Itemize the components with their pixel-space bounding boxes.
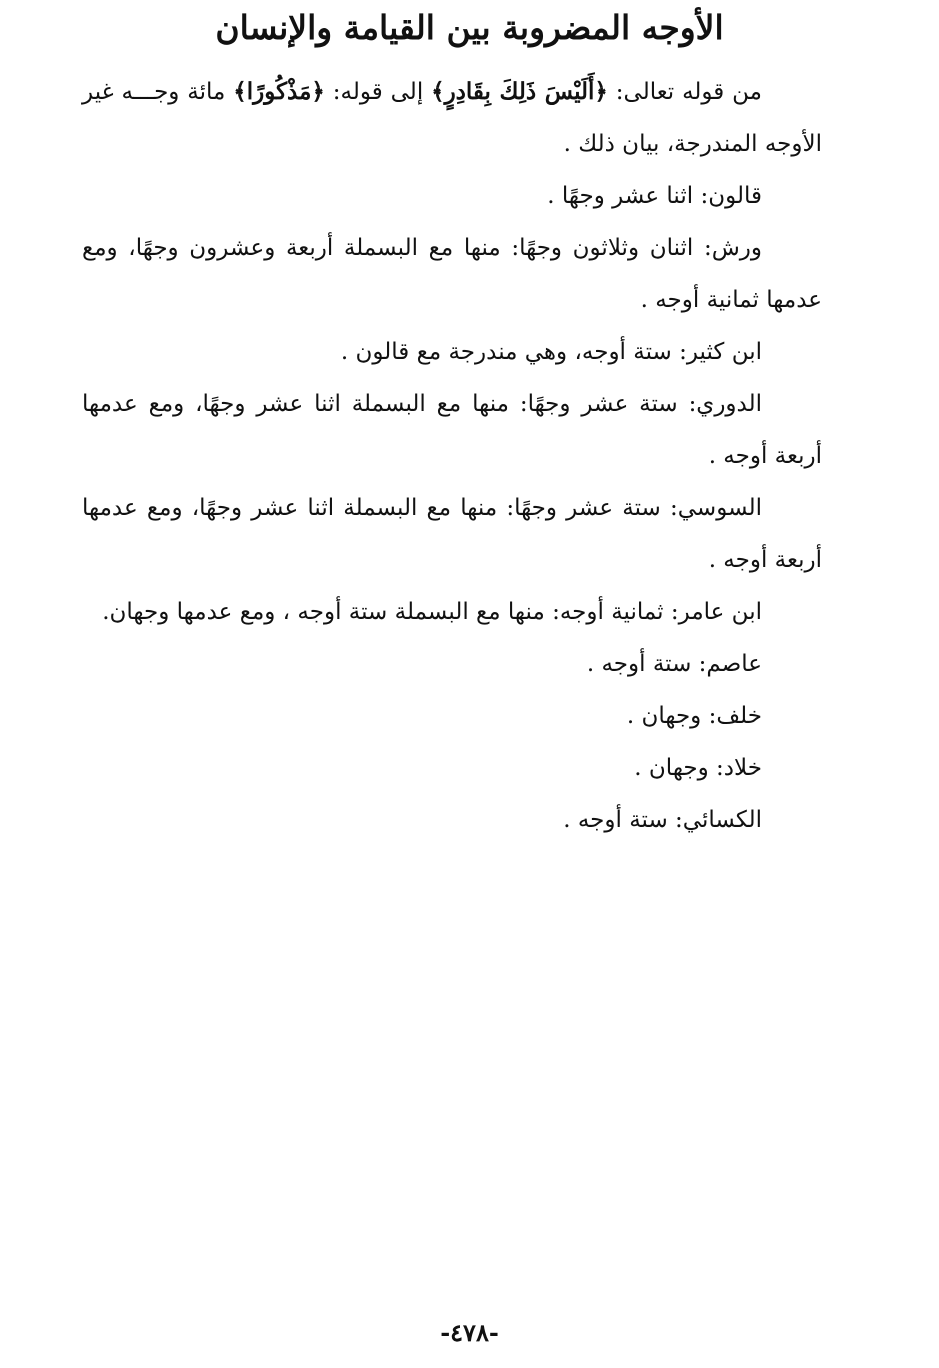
paragraph-warsh: ورش: اثنان وثلاثون وجهًا: منها مع البسملة أربعة وعشرون وجهًا، ومع عدمها ثمانية أوجه .	[82, 235, 822, 313]
paragraph-asim: عاصم: ستة أوجه .	[586, 651, 762, 677]
page-number: -٤٧٨-	[440, 1318, 499, 1347]
paragraph-khallad: خلاد: وجهان .	[634, 755, 762, 781]
paragraph-ibn-kathir: ابن كثير: ستة أوجه، وهي مندرجة مع قالون .	[340, 339, 762, 365]
paragraph-ibn-amir: ابن عامر: ثمانية أوجه: منها مع البسملة ستة أوجه ، ومع عدمها وجهان.	[102, 599, 762, 625]
paragraph-qalun: قالون: اثنا عشر وجهًا .	[547, 183, 762, 209]
paragraph-susi: السوسي: ستة عشر وجهًا: منها مع البسملة اثنا عشر وجهًا، ومع عدمها أربعة أوجه .	[82, 495, 822, 573]
quran-verse-2: ﴿مَذْكُورًا﴾	[233, 78, 325, 105]
intro-part-2: إلى قوله:	[324, 79, 432, 105]
intro-part-1: من قوله تعالى:	[607, 79, 762, 105]
paragraph-duri: الدوري: ستة عشر وجهًا: منها مع البسملة اثنا عشر وجهًا، ومع عدمها أربعة أوجه .	[82, 391, 822, 469]
paragraph-kisai: الكسائي: ستة أوجه .	[563, 807, 762, 833]
intro-paragraph	[82, 66, 822, 170]
paragraph-khalaf: خلف: وجهان .	[626, 703, 762, 729]
quran-verse-1: ﴿أَلَيْسَ ذَلِكَ بِقَادِرٍ﴾	[431, 78, 608, 105]
page-title: الأوجه المضروبة بين القيامة والإنسان	[215, 8, 724, 47]
intro-part-3: مائة وجـــه غير الأوجه المندرجة، بيان ذلك .	[82, 79, 822, 157]
body-text	[82, 66, 822, 846]
